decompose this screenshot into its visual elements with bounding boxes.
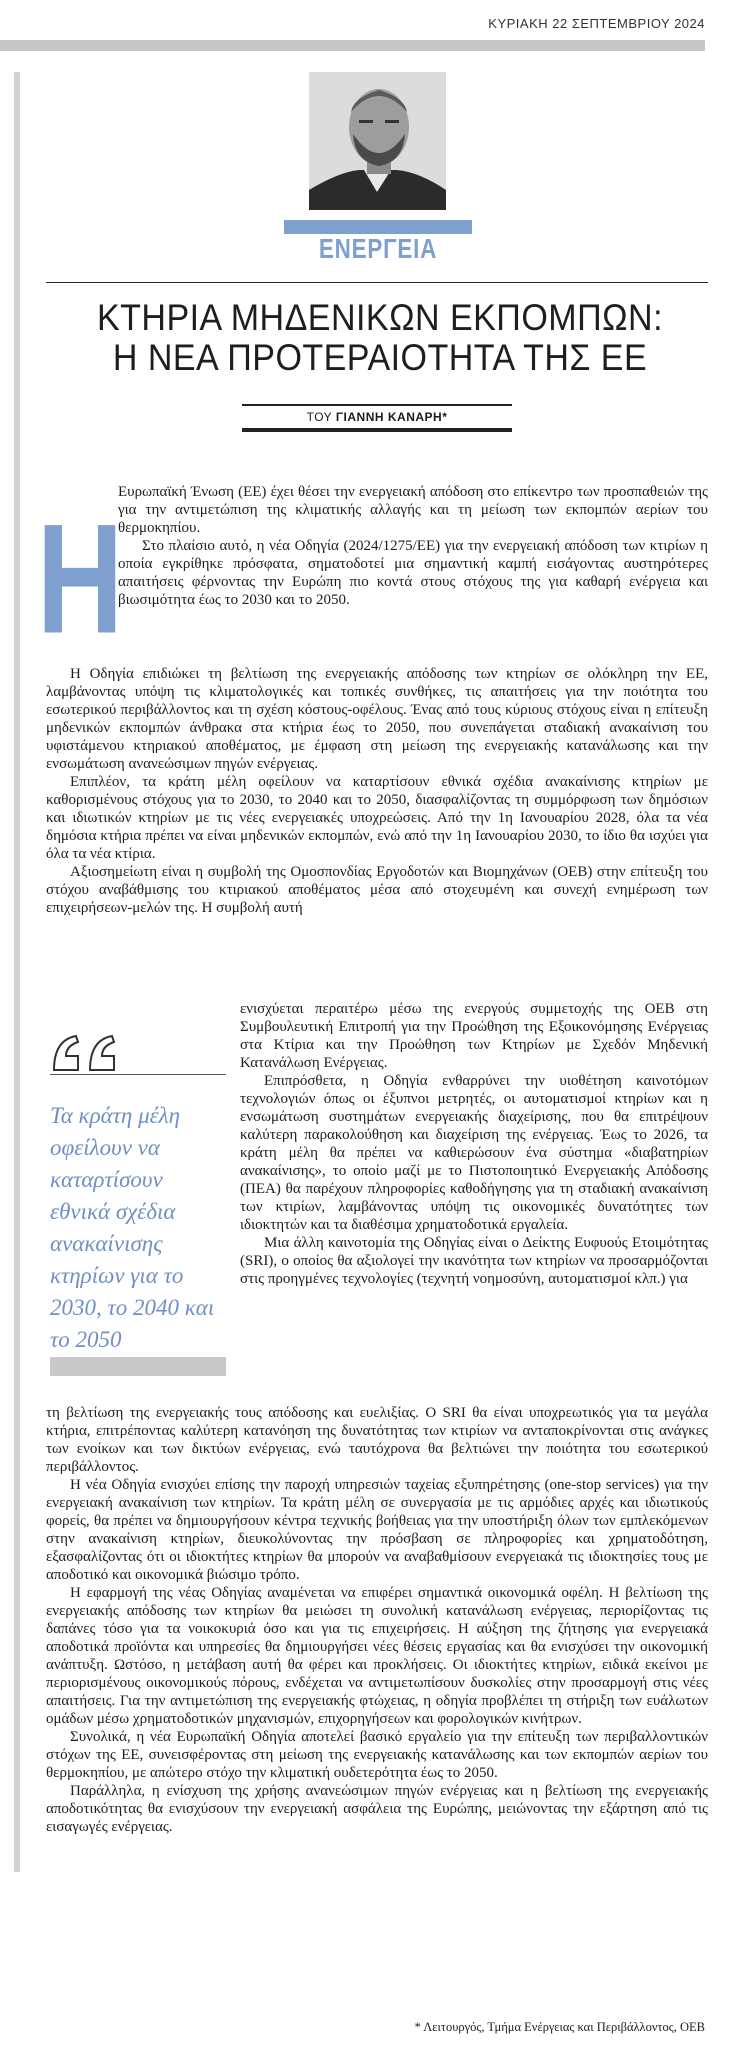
author-portrait: [309, 72, 446, 210]
quote-marks-icon: [50, 1030, 150, 1074]
headline: [67, 298, 693, 378]
headline-line-1: ΚΤΗΡΙΑ ΜΗΔΕΝΙΚΩΝ ΕΚΠΟΜΠΩΝ:: [96, 297, 664, 338]
author-footnote: * Λειτουργός, Τμήμα Ενέργειας και Περιβάλλοντος, ΟΕΒ: [414, 2020, 705, 2034]
body-paragraph: Επιπλέον, τα κράτη μέλη οφείλουν να καταρτίσουν εθνικά σχέδια ανακαίνισης κτηρίων με καθορισμένους στόχους για το 2030, το 2040 και το 2050, διασφαλίζοντας τη συμμόρφωση των δημόσιων και ιδιωτικών κτηρίων με τις νέες ενεργειακές υποχρεώσεις. Από την 1η Ιανουαρίου 2028, όλα τα νέα δημόσια κτήρια πρέπει να είναι μηδενικών εκπομπών, ενώ από την 1η Ιανουαρίου 2030, το ίδιο θα ισχύει για όλα τα νέα κτίρια.: [46, 774, 708, 862]
body-paragraph: Αξιοσημείωτη είναι η συμβολή της Ομοσπονδίας Εργοδοτών και Βιομηχάνων (ΟΕΒ) στην επίτευξη του στόχου αναβάθμισης του κτιριακού αποθέματος μέσα από στοχευμένη και συνεχή ενημέρωση των επιχειρήσεων-μελών της. Η συμβολή αυτή: [46, 864, 708, 916]
pullquote-rule: [50, 1074, 226, 1075]
body-narrow-column: [240, 1000, 708, 1288]
byline-top-rule: [242, 404, 512, 406]
top-rule: [0, 40, 705, 51]
body-paragraph: Παράλληλα, η ενίσχυση της χρήσης ανανεώσιμων πηγών ενέργειας και η βελτίωση της ενεργειακής αποδοτικότητας θα ενισχύσουν την ενεργειακή ασφάλεια της Ευρώπης, μειώνοντας την εξάρτηση από τις εισαγωγές ενέργειας.: [46, 1783, 708, 1835]
intro-column: [118, 483, 708, 609]
left-margin-rule: [14, 72, 20, 1872]
drop-cap: [36, 483, 124, 667]
intro-paragraph-1: Ευρωπαϊκή Ένωση (ΕΕ) έχει θέσει την ενεργειακή απόδοση στο επίκεντρο των προσπαθειών της για την αντιμετώπιση της κλιματικής αλλαγής και τη μείωση των εκπομπών αερίων του θερμοκηπίου.: [118, 484, 708, 536]
body-paragraph: Η νέα Οδηγία ενισχύει επίσης την παροχή υπηρεσιών ταχείας εξυπηρέτησης (one-stop services) για την ενεργειακή ανακαίνιση των κτηρίων. Τα κράτη μέλη σε συνεργασία με τις αρμόδιες αρχές και ιδιωτικούς φορείς, θα πρέπει να δημιουργήσουν κέντρα τεχνικής βοήθειας για την υποστήριξη όλων των εμπλεκόμενων στην ανακαίνιση κτηρίων, διευκολύνοντας την πρόσβαση σε πληροφορίες και χρηματοδότηση, εξασφαλίζοντας ότι οι ιδιοκτήτες κτηρίων θα μπορούν να αναβαθμίσουν ενεργειακά τις ιδιοκτησίες τους με αποδοτικό και οικονομικά βιώσιμο τρόπο.: [46, 1477, 708, 1583]
body-paragraph: Η εφαρμογή της νέας Οδηγίας αναμένεται να επιφέρει σημαντικά οικονομικά οφέλη. Η βελτίωση της ενεργειακής απόδοσης των κτηρίων θα μειώσει τη συνολική κατανάλωση ενέργειας, περιορίζοντας τις δαπάνες τόσο για τα νοικοκυριά όσο και για τις επιχειρήσεις. Η αύξηση της ζήτησης για ενεργειακά αποδοτικά προϊόντα και υπηρεσίες θα δημιουργήσει νέες θέσεις εργασίας και θα ενισχύσει την οικονομική ανάπτυξη. Ωστόσο, η μετάβαση αυτή θα φέρει και προκλήσεις. Οι ιδιοκτήτες κτηρίων, ειδικά εκείνοι με περιορισμένους οικονομικούς πόρους, ενδέχεται να αντιμετωπίσουν δυσκολίες στην προσαρμογή στις νέες απαιτήσεις. Για την αντιμετώπιση της ενεργειακής φτώχειας, η οδηγία προβλέπει τη στήριξη των ευάλωτων ομάδων μέσω χρηματοδοτικών μηχανισμών, επιχορηγήσεων και φορολογικών κινήτρων.: [46, 1585, 708, 1727]
byline-author: ΓΙΑΝΝΗ ΚΑΝΑΡΗ*: [335, 410, 448, 424]
body-paragraph: Συνολικά, η νέα Ευρωπαϊκή Οδηγία αποτελεί βασικό εργαλείο για την επίτευξη των περιβαλλοντικών στόχων της ΕΕ, συνεισφέροντας στη μείωση της ενεργειακής κατανάλωσης και των εκπομπών αερίων του θερμοκηπίου, με απώτερο στόχο την κλιματική ουδετερότητα έως το 2050.: [46, 1729, 708, 1781]
headline-line-2: Η ΝΕΑ ΠΡΟΤΕΡΑΙΟΤΗΤΑ ΤΗΣ ΕΕ: [112, 337, 648, 378]
body-paragraph: ενισχύεται περαιτέρω μέσω της ενεργούς συμμετοχής της ΟΕΒ στη Συμβουλευτική Επιτροπή για την Προώθηση της Εξοικονόμησης Ενέργειας στα Κτίρια και την Προώθηση των Κτηρίων με Σχεδόν Μηδενική Κατανάλωση Ενέργειας.: [240, 1001, 708, 1071]
body-section-2: [46, 1404, 708, 1836]
section-bar: [284, 220, 472, 234]
pullquote-bar: [50, 1357, 226, 1376]
body-section-1: [46, 665, 708, 917]
byline: [242, 410, 512, 424]
pullquote: Τα κράτη μέλη οφείλουν να καταρτίσουν εθνικά σχέδια ανακαίνισης κτηρίων για το 2030, το 2040 και το 2050: [50, 1103, 215, 1352]
headline-rule: [46, 282, 708, 283]
intro-paragraph-2: Στο πλαίσιο αυτό, η νέα Οδηγία (2024/1275/ΕΕ) για την ενεργειακή απόδοση των κτιρίων η οποία εγκρίθηκε πρόσφατα, σηματοδοτεί μια σημαντική καμπή εισάγοντας αυστηρότερες απαιτήσεις φέρνοντας την Ευρώπη πιο κοντά στους στόχους της για καθαρή ενέργεια και βιωσιμότητα έως το 2030 και το 2050.: [118, 538, 708, 608]
body-paragraph: Η Οδηγία επιδιώκει τη βελτίωση της ενεργειακής απόδοσης των κτηρίων σε ολόκληρη την ΕΕ, λαμβάνοντας υπόψη τις κλιματολογικές και τοπικές συνθήκες, τις απαιτήσεις για την ποιότητα του εσωτερικού περιβάλλοντος και τη σχέση κόστους-οφέλους. Ένας από τους κύριους στόχους είναι η επίτευξη μηδενικών εκπομπών άνθρακα στα κτήρια έως το 2050, που συνεπάγεται σταδιακή ανακαίνιση του υφιστάμενου κτηριακού αποθέματος, με έμφαση στη μείωση της ενεργειακής κατανάλωσης και την ενσωμάτωση ανανεώσιμων πηγών ενέργειας.: [46, 666, 708, 772]
body-paragraph: Μια άλλη καινοτομία της Οδηγίας είναι ο Δείκτης Ευφυούς Ετοιμότητας (SRI), ο οποίος θα αξιολογεί την ικανότητα των κτηρίων να προσαρμόζονται στις προηγμένες τεχνολογίες (τεχνητή νοημοσύνη, αυτοματισμοί κλπ.) για: [240, 1235, 708, 1287]
issue-date: ΚΥΡΙΑΚΗ 22 ΣΕΠΤΕΜΒΡΙΟΥ 2024: [488, 16, 705, 31]
drop-cap-letter: Η: [36, 492, 124, 667]
author-portrait-illustration: [309, 72, 446, 210]
body-paragraph: τη βελτίωση της ενεργειακής τους απόδοσης και ευελιξίας. Ο SRI θα είναι υποχρεωτικός για τα μεγάλα κτήρια, επιτρέποντας καλύτερη κατανόηση της δυνατότητας των κτιρίων να ανταποκρίνονται στις ανάγκες των ενοίκων και των δικτύων ενέργειας, ενώ ταυτόχρονα θα βελτιώνει την ποιότητα του εσωτερικού περιβάλλοντος.: [46, 1405, 708, 1475]
section-label: ΕΝΕΡΓΕΙΑ: [318, 233, 438, 264]
byline-bottom-rule: [242, 428, 512, 432]
byline-prefix: ΤΟΥ: [306, 410, 332, 424]
body-paragraph: Επιπρόσθετα, η Οδηγία ενθαρρύνει την υιοθέτηση καινοτόμων τεχνολογιών όπως οι έξυπνοι μετρητές, οι αυτοματισμοί κτηρίων και η ενσωμάτωση συστημάτων ενεργειακής διαχείρισης, που θα επιτρέψουν καλύτερη παρακολούθηση και διαχείριση της ενέργειας. Έως το 2026, τα κράτη μέλη θα πρέπει να καθιερώσουν ένα σύστημα «διαβατηρίων ανακαίνισης», το οποίο μαζί με το Πιστοποιητικό Ενεργειακής Απόδοσης (ΠΕΑ) θα παρέχουν πληροφορίες καθοδήγησης για τη σταδιακή ανακαίνιση των κτιρίων, λαμβάνοντας υπόψη τις οικονομικές δυνατότητες των ιδιοκτητών και τα διαθέσιμα χρηματοδοτικά εργαλεία.: [240, 1073, 708, 1233]
